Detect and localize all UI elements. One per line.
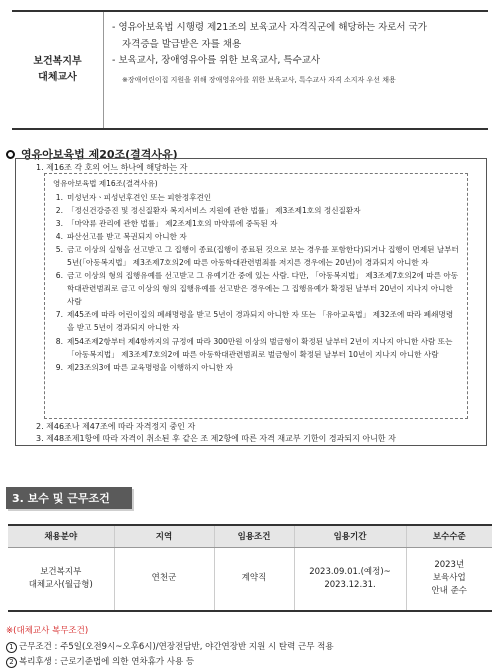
article16-item xyxy=(53,308,459,334)
circled-number-icon: 1 xyxy=(6,642,17,653)
article16-item-text: 파산선고를 받고 복권되지 아니한 자 xyxy=(67,232,187,242)
cell-period-line2: 2023.12.31. xyxy=(324,579,376,590)
header-condition: 임용조건 xyxy=(214,525,294,547)
article16-item-text: 금고 이상의 형의 집행유예를 선고받고 그 유예기간 중에 있는 사람. 다만, 「아동복지법」 제3조제7호의2에 따른 아동학대관련범죄로 금고 이상의 형의 집행유예를 선고받은 경우에는 그 집행유예가 확정된 날부터 20년이 지나지 아니한 사람 xyxy=(67,271,459,307)
cell-period xyxy=(294,547,406,611)
header-field: 채용분야 xyxy=(8,525,114,547)
pay-table-header-row xyxy=(8,525,492,547)
cell-pay-line3: 안내 준수 xyxy=(431,586,468,597)
cell-condition: 계약직 xyxy=(214,547,294,611)
article16-item-number: 2. xyxy=(55,206,63,216)
qualification-note: ※장애어린이집 지원을 위해 장애영유아를 위한 보육교사, 특수교사 자격 소지자 우선 채용 xyxy=(122,75,396,84)
article16-item-number: 5. xyxy=(55,245,63,255)
article16-box xyxy=(44,173,468,419)
cell-field xyxy=(8,547,114,611)
article16-item xyxy=(53,335,459,361)
article16-item-number: 6. xyxy=(55,271,63,281)
condition-work-hours xyxy=(6,640,334,653)
article16-item-text: 제23조의3에 따른 교육명령을 이행하지 아니한 자 xyxy=(67,362,233,372)
qualification-bullet1-line1: - 영유아보육법 시행령 제21조의 보육교사 자격직군에 해당하는 자로서 국가 xyxy=(112,22,427,33)
qualification-bullet2: - 보육교사, 장애영유아를 위한 보육교사, 특수교사 xyxy=(112,55,321,67)
article16-item xyxy=(53,361,459,374)
condition-benefits-text: 복리후생 : 근로기준법에 의한 연차휴가 사용 등 xyxy=(19,657,195,667)
qualification-label-line2: 대체교사 xyxy=(38,72,77,83)
cell-region: 연천군 xyxy=(114,547,214,611)
cell-pay-line1: 2023년 xyxy=(434,559,465,570)
article16-item xyxy=(53,230,459,243)
article20-title: 영유아보육법 제20조(결격사유) xyxy=(21,148,178,161)
disqualification-item-1: 1. 제16조 각 호의 어느 하나에 해당하는 자 xyxy=(36,163,188,172)
condition-benefits xyxy=(6,655,194,668)
qualification-label-line1: 보건복지부 xyxy=(33,56,82,67)
article16-item-text: 제45조에 따라 어린이집의 폐쇄명령을 받고 5년이 경과되지 아니한 자 또는 「유아교육법」 제32조에 따라 폐쇄명령을 받고 5년이 경과되지 아니한 자 xyxy=(67,310,454,333)
article16-item-text: 제54조제2항부터 제4항까지의 규정에 따라 300만원 이상의 벌금형이 확정된 날부터 2년이 지나지 아니한 사람 또는 「아동복지법」 제3조제7호의2에 따른 아동학대관련범죄로 벌금형이 확정된 날부터 10년이 지나지 아니한 사람 xyxy=(67,336,453,359)
article16-item-text: 「정신건강증진 및 정신질환자 복지서비스 지원에 관한 법률」 제3조제1호의 정신질환자 xyxy=(67,206,361,216)
article16-item-number: 9. xyxy=(55,362,63,372)
qualification-bullet1-line2: 자격증을 발급받은 자를 채용 xyxy=(122,38,242,50)
header-region: 지역 xyxy=(114,525,214,547)
qualification-label xyxy=(12,12,104,128)
service-conditions-note: ※(대체교사 복무조건) xyxy=(6,626,89,636)
section3-banner xyxy=(6,487,132,509)
article16-title: 영유아보육법 제16조(결격사유) xyxy=(53,179,158,188)
pay-table xyxy=(8,524,492,612)
section3-title: 3. 보수 및 근무조건 xyxy=(12,492,110,505)
article16-item-text: 금고 이상의 실형을 선고받고 그 집행이 종료(집행이 종료된 것으로 보는 경우를 포함한다)되거나 집행이 면제된 날부터 5년(「아동복지법」 제3조제7호의2에 따른 아동학대관련범죄를 저지른 경우에는 20년)이 경과되지 아니한 자 xyxy=(67,245,459,268)
qualification-box xyxy=(12,10,488,130)
article16-item-number: 1. xyxy=(55,193,63,202)
article16-item-number: 3. xyxy=(55,219,63,229)
disqualification-box xyxy=(15,158,487,446)
article16-item-number: 4. xyxy=(55,232,63,242)
article16-item-text: 「마약류 관리에 관한 법률」 제2조제1호의 마약류에 중독된 자 xyxy=(67,219,278,229)
article16-list xyxy=(53,191,459,374)
article16-item-number: 7. xyxy=(55,310,63,320)
article16-item-text: 미성년자ㆍ피성년후견인 또는 피한정후견인 xyxy=(67,193,212,202)
qualification-content xyxy=(104,12,488,128)
cell-pay xyxy=(406,547,492,611)
article16-item xyxy=(53,204,459,217)
cell-pay-line2: 보육사업 xyxy=(432,573,466,584)
table-row xyxy=(8,547,492,611)
article16-item-number: 8. xyxy=(55,336,63,346)
article16-item xyxy=(53,269,459,308)
disqualification-item-3: 3. 제48조제1항에 따라 자격이 취소된 후 같은 조 제2항에 따른 자격 재교부 기한이 경과되지 아니한 자 xyxy=(36,434,396,443)
cell-field-line1: 보건복지부 xyxy=(40,566,82,577)
circled-number-icon: 2 xyxy=(6,657,17,668)
article16-item xyxy=(53,191,459,204)
disqualification-item-2: 2. 제46조나 제47조에 따라 자격정지 중인 자 xyxy=(36,422,196,431)
condition-work-hours-text: 근무조건 : 주5일(오전9시~오후6시)/연장전담반, 야간연장반 지원 시 탄력 근무 적용 xyxy=(19,642,334,652)
article16-item xyxy=(53,243,459,269)
cell-field-line2: 대체교사(월급형) xyxy=(28,579,93,590)
ring-bullet-icon xyxy=(6,150,15,159)
header-period: 임용기간 xyxy=(294,525,406,547)
article16-item xyxy=(53,217,459,230)
cell-period-line1: 2023.09.01.(예정)~ xyxy=(309,566,391,577)
header-pay: 보수수준 xyxy=(406,525,492,547)
